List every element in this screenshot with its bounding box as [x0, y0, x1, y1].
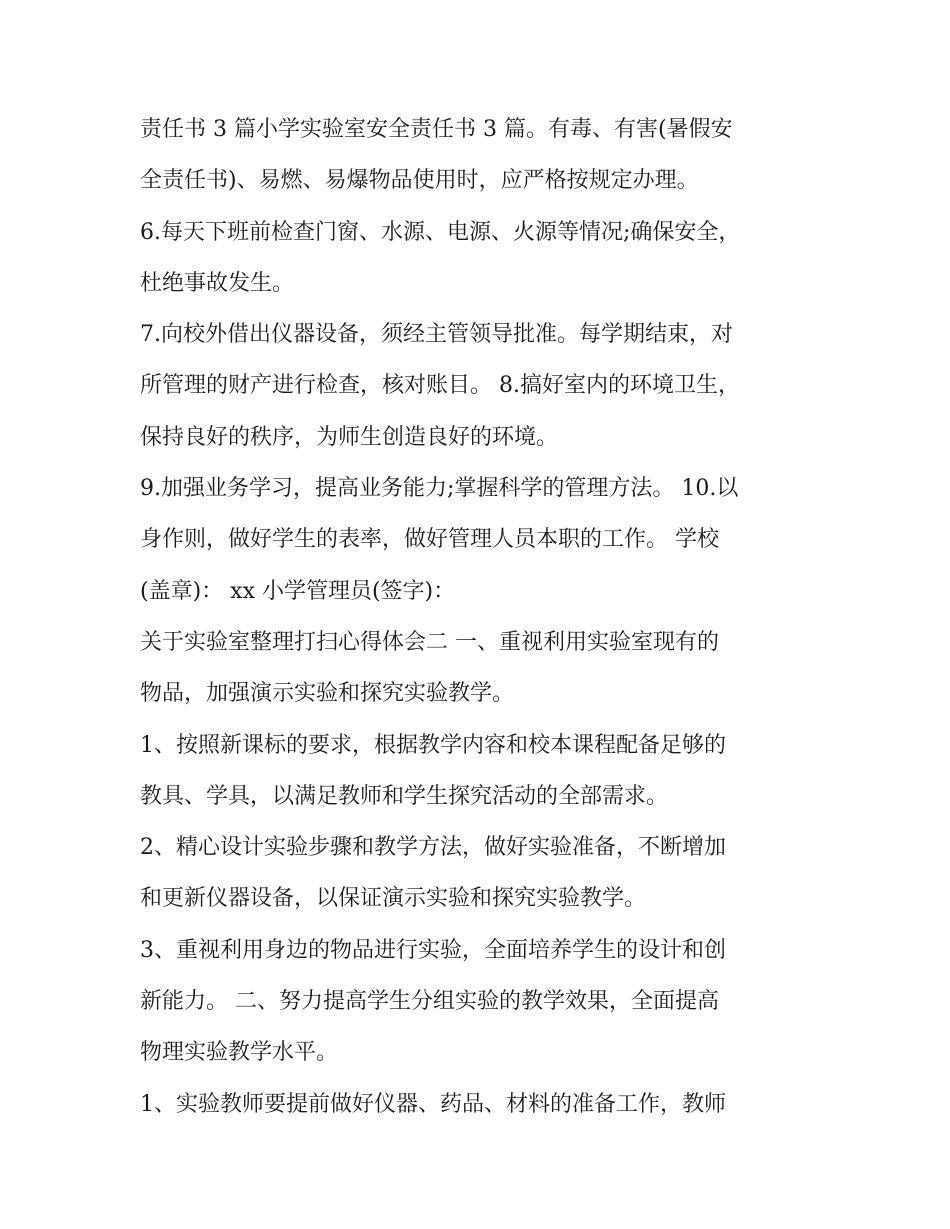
- text-line: 关于实验室整理打扫心得体会二 一、重视利用实验室现有的: [140, 629, 719, 655]
- text-line: 和更新仪器设备，以保证演示实验和探究实验教学。: [140, 886, 647, 912]
- text-line: 1、按照新课标的要求，根据教学内容和校本课程配备足够的: [140, 732, 726, 758]
- text-line: 保持良好的秩序，为师生创造良好的环境。: [140, 424, 559, 450]
- text-line: 杜绝事故发生。: [140, 270, 295, 296]
- text-line: 物理实验教学水平。: [140, 1040, 339, 1066]
- text-line: 9.加强业务学习，提高业务能力;掌握科学的管理方法。 10.以: [140, 476, 739, 502]
- text-line: 身作则，做好学生的表率，做好管理人员本职的工作。 学校: [140, 527, 719, 553]
- text-line: 全责任书)、易燃、易爆物品使用时，应严格按规定办理。: [140, 168, 699, 194]
- text-line: 1、实验教师要提前做好仪器、药品、材料的准备工作，教师: [140, 1091, 726, 1117]
- text-line: 教具、学具，以满足教师和学生探究活动的全部需求。: [140, 783, 669, 809]
- text-line: 责任书 3 篇小学实验室安全责任书 3 篇。有毒、有害(暑假安: [140, 117, 733, 142]
- text-line: 6.每天下班前检查门窗、水源、电源、火源等情况;确保安全，: [140, 219, 741, 245]
- text-line: (盖章)： xx 小学管理员(签字)：: [140, 578, 456, 604]
- text-line: 2、精心设计实验步骤和教学方法，做好实验准备，不断增加: [140, 835, 726, 861]
- text-line: 所管理的财产进行检查，核对账目。 8.搞好室内的环境卫生，: [140, 373, 740, 399]
- text-line: 物品，加强演示实验和探究实验教学。: [140, 681, 515, 707]
- text-line: 新能力。 二、努力提高学生分组实验的教学效果，全面提高: [140, 989, 719, 1015]
- text-line: 7.向校外借出仪器设备，须经主管领导批准。每学期结束，对: [140, 322, 733, 348]
- text-line: 3、重视利用身边的物品进行实验，全面培养学生的设计和创: [140, 937, 726, 963]
- document-body: [140, 104, 820, 1130]
